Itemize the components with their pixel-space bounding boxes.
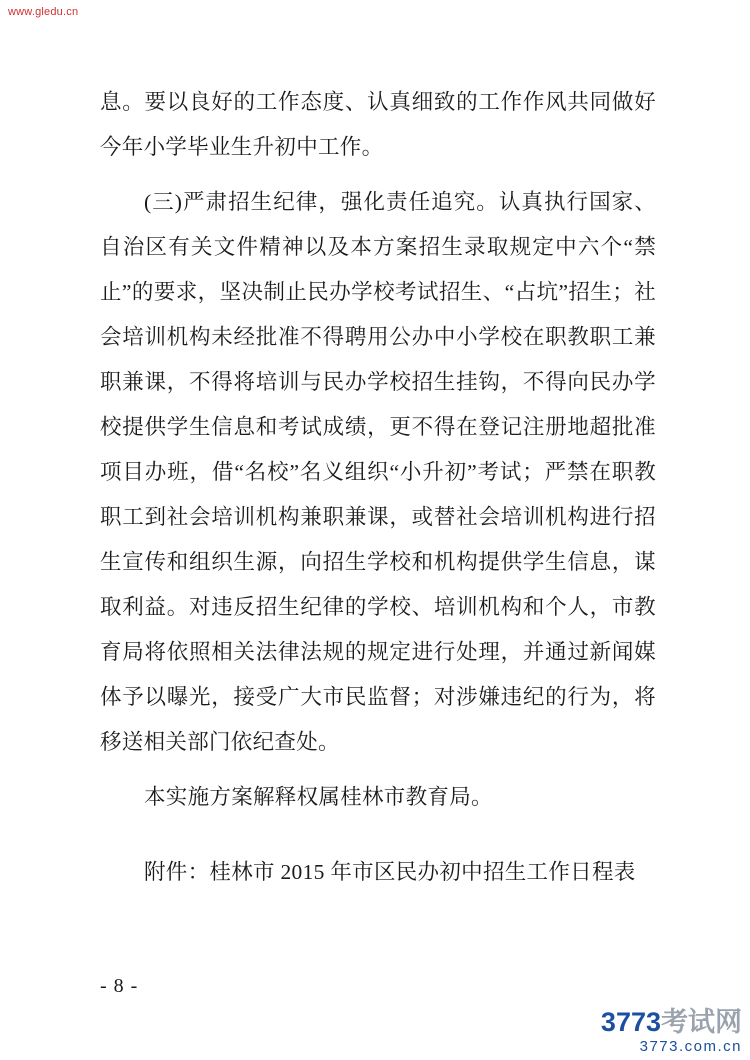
watermark-brand-text: 考试网 <box>661 1007 742 1037</box>
paragraph-spacer <box>100 170 656 180</box>
paragraph-item-three: (三)严肃招生纪律，强化责任追究。认真执行国家、自治区有关文件精神以及本方案招生录取规定中六个“禁止”的要求，坚决制止民办学校考试招生、“占坑”招生；社会培训机构未经批准不得聘用公办中小学校在职教职工兼职兼课，不得将培训与民办学校招生挂钩，不得向民办学校提供学生信息和考试成绩，更不得在登记注册地超批准项目办班，借“名校”名义组织“小升初”考试；严禁在职教职工到社会培训机构兼职兼课，或替社会培训机构进行招生宣传和组织生源，向招生学校和机构提供学生信息，谋取利益。对违反招生纪律的学校、培训机构和个人，市教育局将依照相关法律法规的规定进行处理，并通过新闻媒体予以曝光，接受广大市民监督；对涉嫌违纪的行为，将移送相关部门依纪查处。 <box>100 190 656 754</box>
watermark-brand <box>601 1009 742 1036</box>
paragraph-interpretation: 本实施方案解释权属桂林市教育局。 <box>144 785 493 809</box>
watermark-brand-number: 3773 <box>600 1007 661 1037</box>
paragraph-continuation: 息。要以良好的工作态度、认真细致的工作作风共同做好今年小学毕业生升初中工作。 <box>100 90 656 159</box>
page-number: - 8 - <box>100 975 139 997</box>
document-body <box>100 80 656 895</box>
paragraph-spacer-2 <box>100 765 656 775</box>
watermark-bottom-right <box>601 1009 742 1054</box>
watermark-top-left-text: www.gledu.cn <box>8 6 79 18</box>
watermark-domain: 3773.com.cn <box>639 1038 742 1055</box>
watermark-top-left <box>8 6 78 18</box>
attachment-line: 附件：桂林市 2015 年市区民办初中招生工作日程表 <box>144 860 636 884</box>
attachment-spacer <box>100 820 656 850</box>
